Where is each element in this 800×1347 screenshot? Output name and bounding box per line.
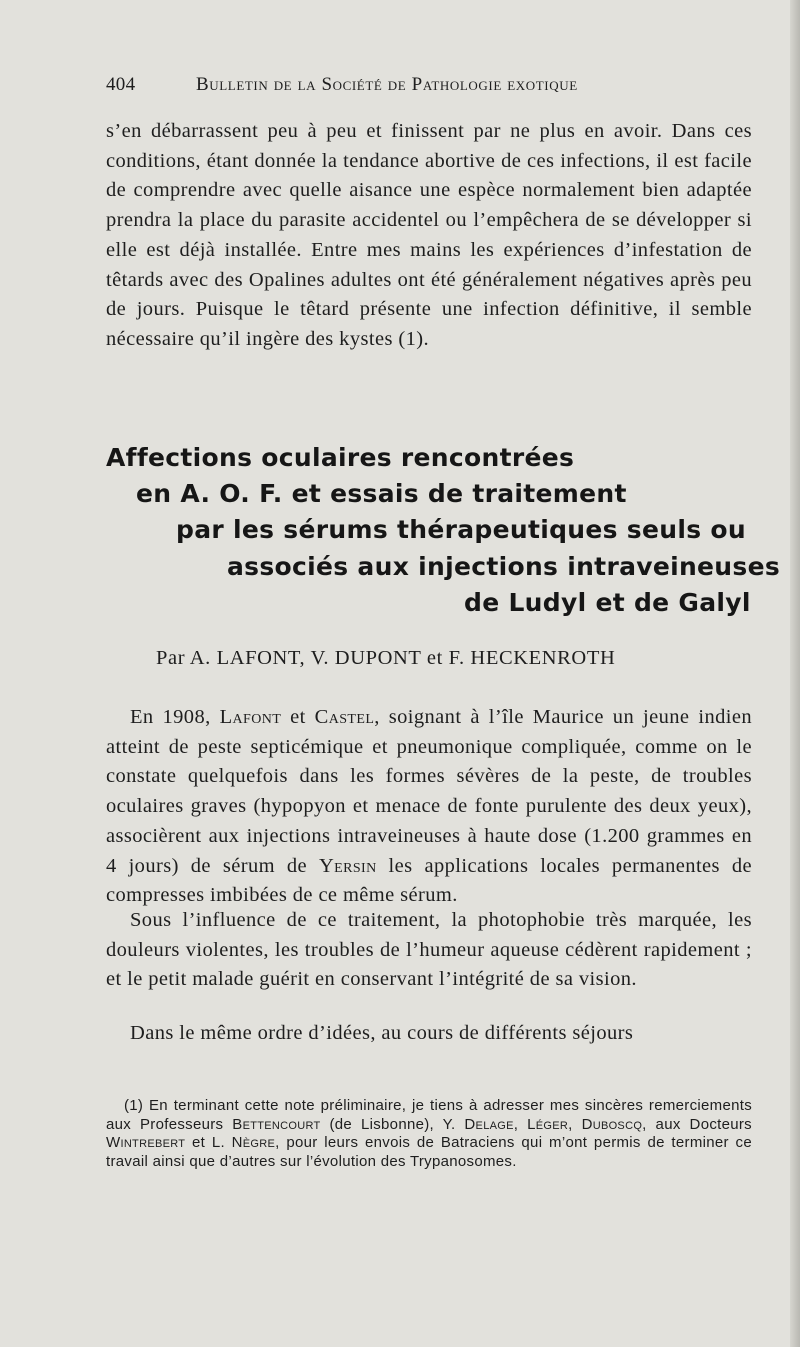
paragraph-continued: Dans le même ordre d’idées, au cours de différents séjours [130,1022,634,1044]
fn-name-duboscq: Duboscq [581,1115,643,1133]
page-edge-shadow [790,0,800,1347]
p2-text-1: En 1908, [130,706,220,728]
title-line-1: Affections oculaires rencontrées [106,443,575,472]
fn-name-delage: Delage [464,1115,514,1133]
fn-text-6: et L. [185,1134,232,1152]
author-name-castel: Castel [314,706,375,728]
fn-text-3: , [513,1115,528,1133]
page-number: 404 [106,74,136,95]
footnote [106,1097,752,1171]
fn-name-bettencourt: Bettencourt [232,1115,321,1133]
author-name-lafont: Lafont [219,706,282,728]
fn-text-4: , [568,1115,582,1133]
title-line-2: en A. O. F. et essais de traitement [136,479,627,508]
paragraph-continuation: s’en débarrassent peu à peu et finissent par ne plus en avoir. Dans ces conditions, étant donnée la tendance abortive de ces infections, il est facile de comprendre avec quelle aisance une espèce normalement bien adaptée prendra la place du parasite accidentel ou l’empêchera de se développer si elle est déjà installée. Entre mes mains les expériences d’infestation de têtards avec des Opalines adultes ont été généralement négatives après peu de jours. Puisque le têtard présente une infection définitive, il semble nécessaire qu’il ingère des kystes (1). [106,120,752,350]
name-yersin: Yersin [318,854,377,877]
fn-name-leger: Léger [527,1115,569,1133]
paragraph-intro [106,703,752,911]
p2-text-3: , soignant à l’île Maurice un jeune indien atteint de peste septicémique et pneumonique compliquée, comme on le constate quelquefois dans les formes sévères de la peste, de troubles oculaires graves (hypopyon et menace de fonte purulente des deux yeux), associèrent aux injections intraveineuses à haute dose (1.200 grammes en 4 jours) de sérum de [106,706,752,877]
title-line-4: associés aux injections intraveineuses [227,552,781,581]
fn-text-2: (de Lisbonne), Y. [320,1115,465,1133]
fn-text-7: , pour leurs envois de Batraciens qui m’ont permis de terminer ce travail ainsi que d’autres sur l’évolution des Trypanosomes. [106,1134,752,1170]
fn-name-negre: Nègre [231,1134,276,1152]
journal-title: Bulletin de la Société de Pathologie exotique [196,74,578,95]
p2-text-4: les applications locales permanentes de compresses imbibées de ce même sérum. [106,854,752,907]
title-line-5: de Ludyl et de Galyl [464,588,751,617]
title-line-3: par les sérums thérapeutiques seuls ou [176,515,746,544]
paragraph-treatment-result: Sous l’influence de ce traitement, la photophobie très marquée, les douleurs violentes, les troubles de l’humeur aqueuse cédèrent rapidement ; et le petit malade guérit en conservant l’intégrité de sa vision. [106,909,752,991]
fn-text-5: , aux Docteurs [642,1115,752,1133]
article-authors: Par A. LAFONT, V. DUPONT et F. HECKENROTH [156,647,616,669]
p2-text-2: et [281,706,315,728]
fn-name-wintrebert: Wintrebert [106,1134,186,1152]
fn-text-1: (1) En terminant cette note préliminaire, je tiens à adresser mes sincères remerciements aux Professeurs [106,1097,752,1133]
